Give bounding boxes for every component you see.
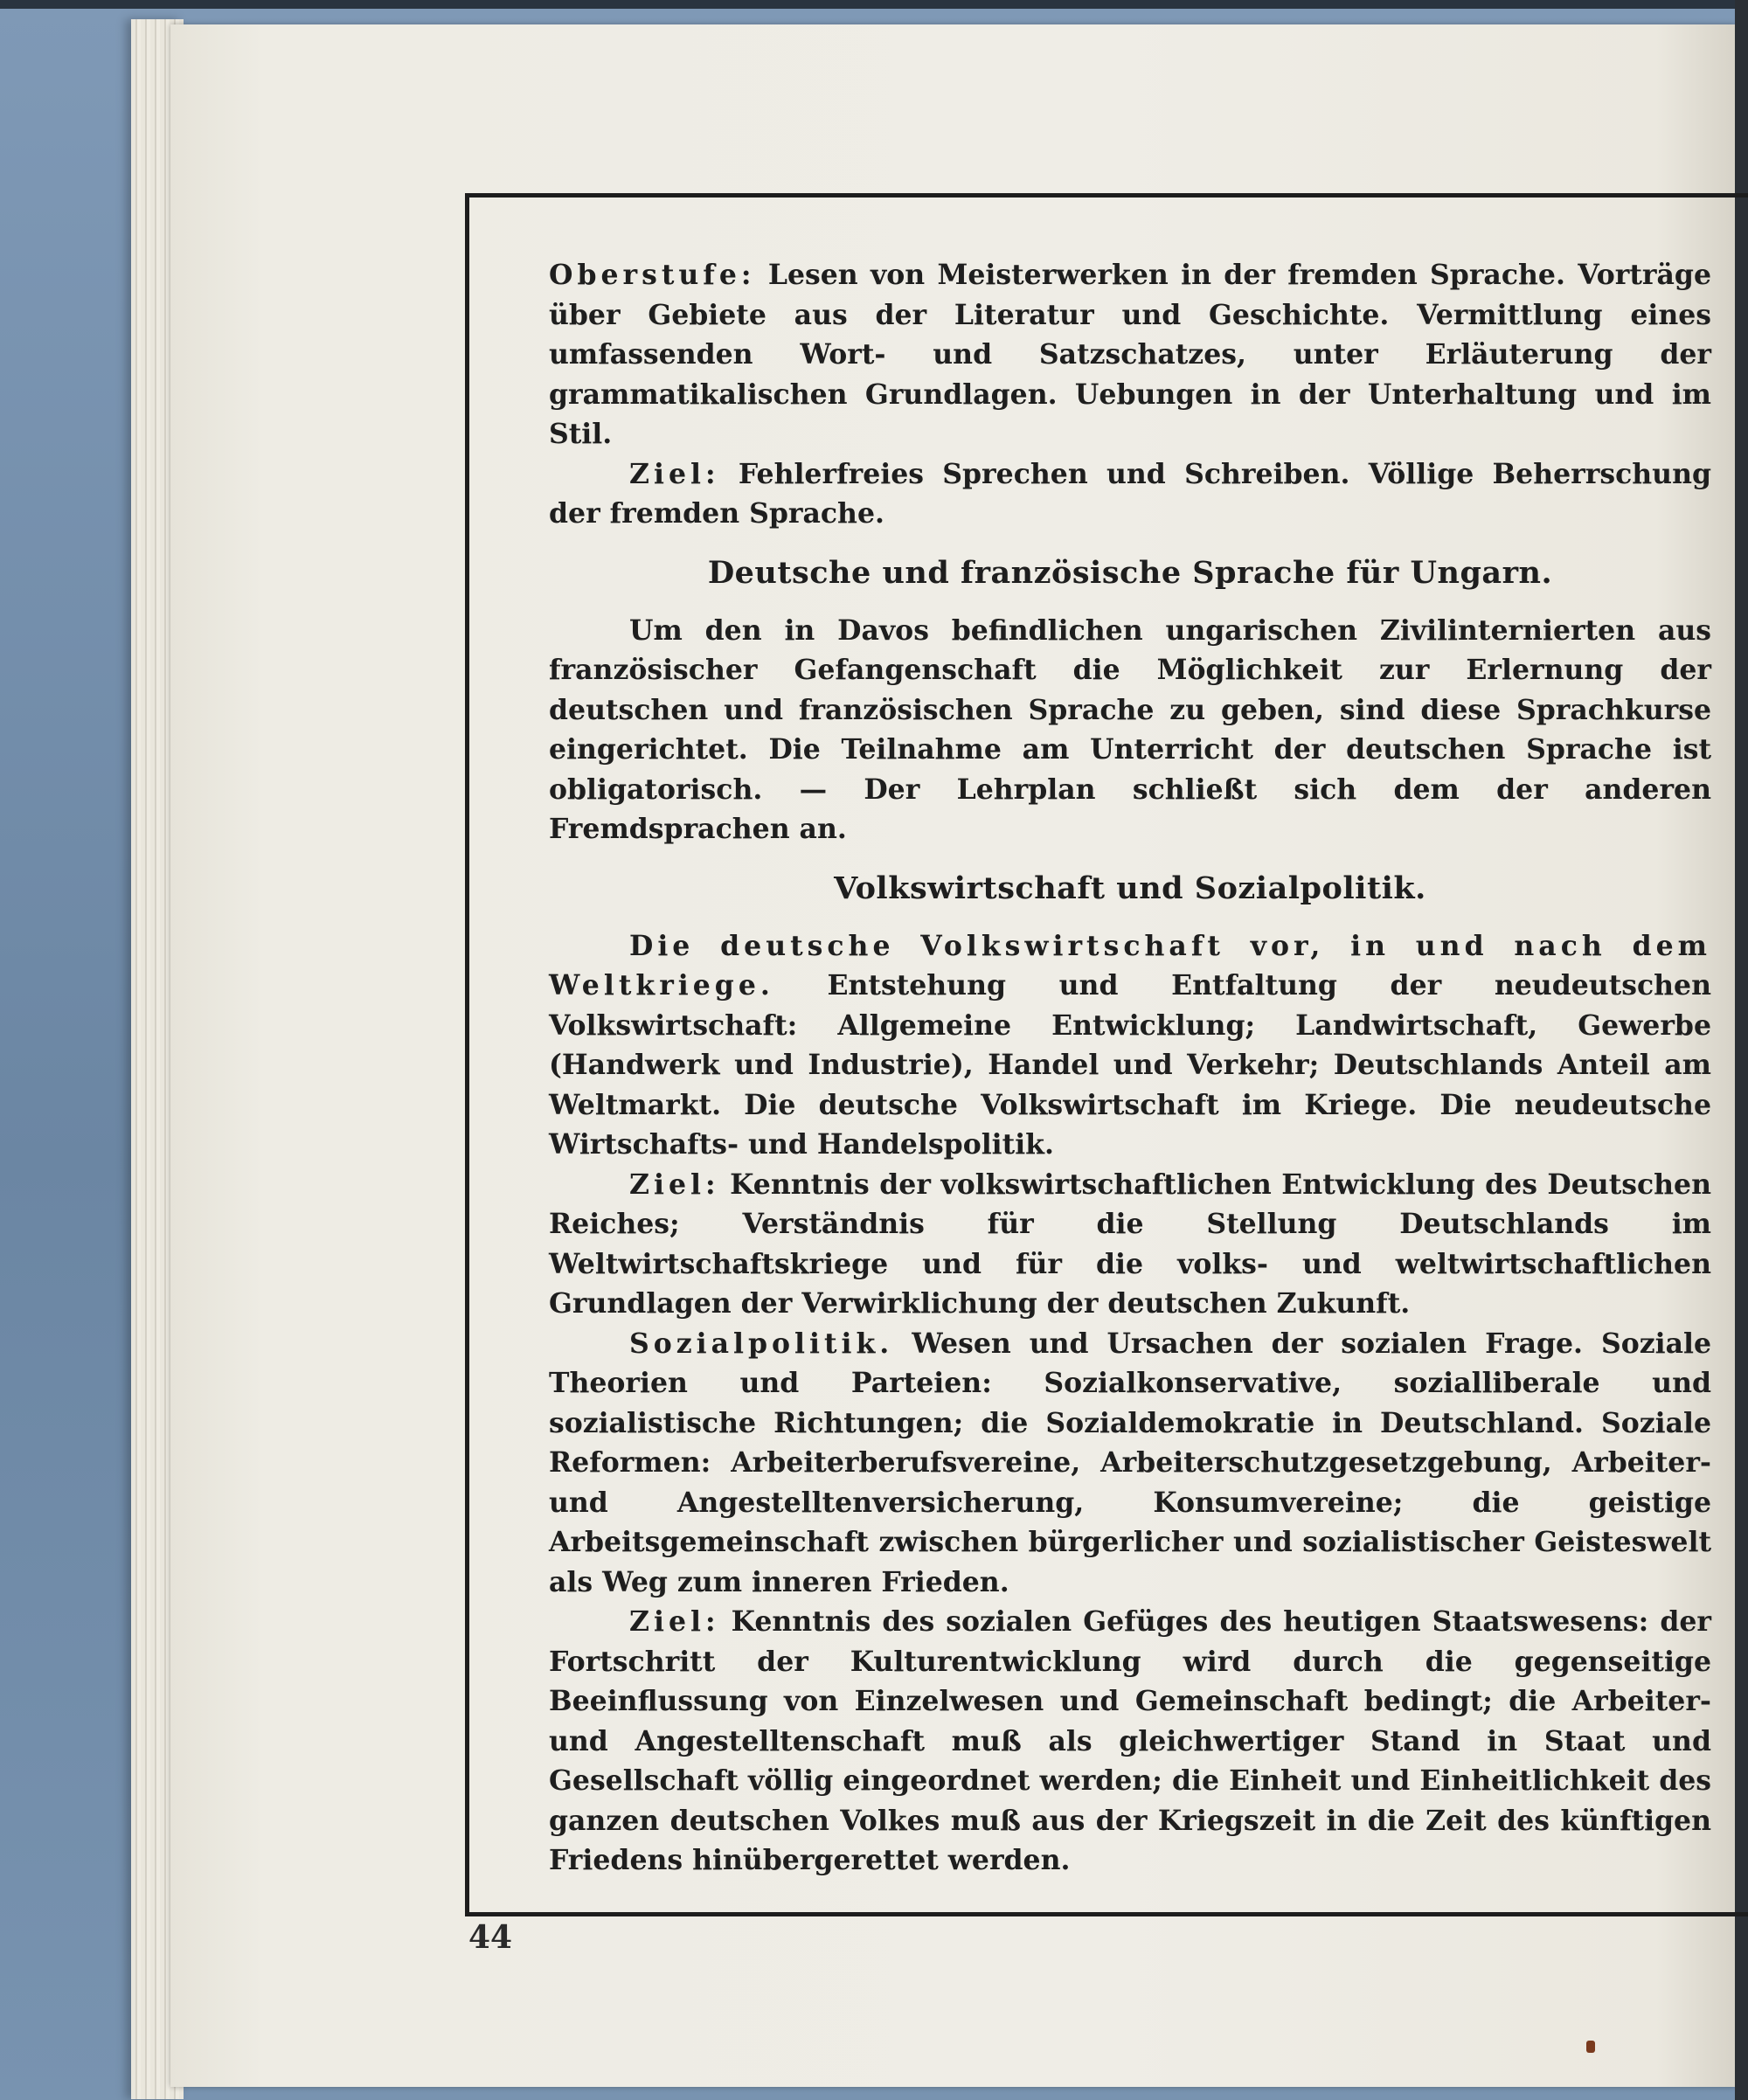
paragraph-lead: Oberstufe:: [549, 259, 756, 291]
paragraph-text: Fehlerfreies Sprechen und Schreiben. Völlige Beherrschung der fremden Sprache.: [549, 457, 1711, 530]
ink-spot: [1586, 2041, 1595, 2053]
paragraph-ziel: [549, 1602, 1711, 1881]
paragraph-lead: Die deutsche Volkswirtschaft vor, in und nach dem Weltkriege.: [549, 929, 1711, 1001]
page-number: 44: [468, 1919, 513, 1956]
paragraph-text: Kenntnis des sozialen Gefüges des heutigen Staatswesens: der Fortschritt der Kulturentwicklung wird durch die gegenseitige Beeinflussung von Einzelwesen und Gemeinschaft bedingt; die Arbeiter- und Angestelltenschaft muß als gleichwertiger Stand in Staat und Gesellschaft völlig eingeordnet werden; die Einheit und Einheitlichkeit des ganzen deutschen Volkes muß aus der Kriegszeit in die Zeit des künftigen Friedens hinübergerettet werden.: [549, 1605, 1711, 1876]
paragraph-sozialpolitik: [549, 1324, 1711, 1603]
paragraph-ziel: [549, 454, 1711, 534]
paragraph-text: Lesen von Meisterwerken in der fremden Sprache. Vorträge über Gebiete aus der Literatur und Geschichte. Vermittlung eines umfassenden Wort- und Satzschatzes, unter Erläuterung der grammatikalischen Grundlagen. Uebungen in der Unterhaltung und im Stil.: [549, 259, 1711, 450]
section-heading: Volkswirtschaft und Sozialpolitik.: [834, 870, 1426, 906]
paragraph-oberstufe: [549, 255, 1711, 454]
paragraph-ungarn: [549, 611, 1711, 849]
paragraph-lead: Sozialpolitik.: [629, 1327, 894, 1360]
paragraph-ziel: [549, 1165, 1711, 1324]
paragraph-text: Wesen und Ursachen der sozialen Frage. Soziale Theorien und Parteien: Sozialkonservative, sozialliberale und sozialistische Richtungen; die Sozialdemokratie in Deutschland. Soziale Reformen: Arbeiterberufsvereine, Arbeiterschutzgesetzgebung, Arbeiter- und Angestelltenversicherung, Konsumvereine; die geistige Arbeitsgemeinschaft zwischen bürgerlicher und sozialistischer Geisteswelt als Weg zum inneren Frieden.: [549, 1327, 1711, 1598]
paragraph-text: Kenntnis der volkswirtschaftlichen Entwicklung des Deutschen Reiches; Verständnis für die Stellung Deutschlands im Weltwirtschaftskriege und für die volks- und weltwirtschaftlichen Grundlagen der Verwirklichung der deutschen Zukunft.: [549, 1168, 1711, 1320]
paragraph-lead: Ziel:: [629, 457, 720, 490]
paragraph-text: Um den in Davos befindlichen ungarischen Zivilinternierten aus französischer Gefangenschaft die Möglichkeit zur Erlernung der deutschen und französischen Sprache zu geben, sind diese Sprachkurse eingerichtet. Die Teilnahme am Unterricht der deutschen Sprache ist obligatorisch. — Der Lehrplan schließt sich dem der anderen Fremdsprachen an.: [549, 613, 1711, 845]
paragraph-text: Entstehung und Entfaltung der neudeutschen Volkswirtschaft: Allgemeine Entwicklung; Landwirtschaft, Gewerbe (Handwerk und Industrie), Handel und Verkehr; Deutschlands Anteil am Weltmarkt. Die deutsche Volkswirtschaft im Kriege. Die neudeutsche Wirtschafts- und Handelspolitik.: [549, 969, 1711, 1161]
page-content: [549, 255, 1711, 1881]
paragraph-volkswirtschaft: [549, 926, 1711, 1165]
section-heading: Deutsche und französische Sprache für Ungarn.: [707, 554, 1553, 591]
paragraph-lead: Ziel:: [629, 1605, 720, 1638]
paragraph-lead: Ziel:: [629, 1168, 720, 1201]
